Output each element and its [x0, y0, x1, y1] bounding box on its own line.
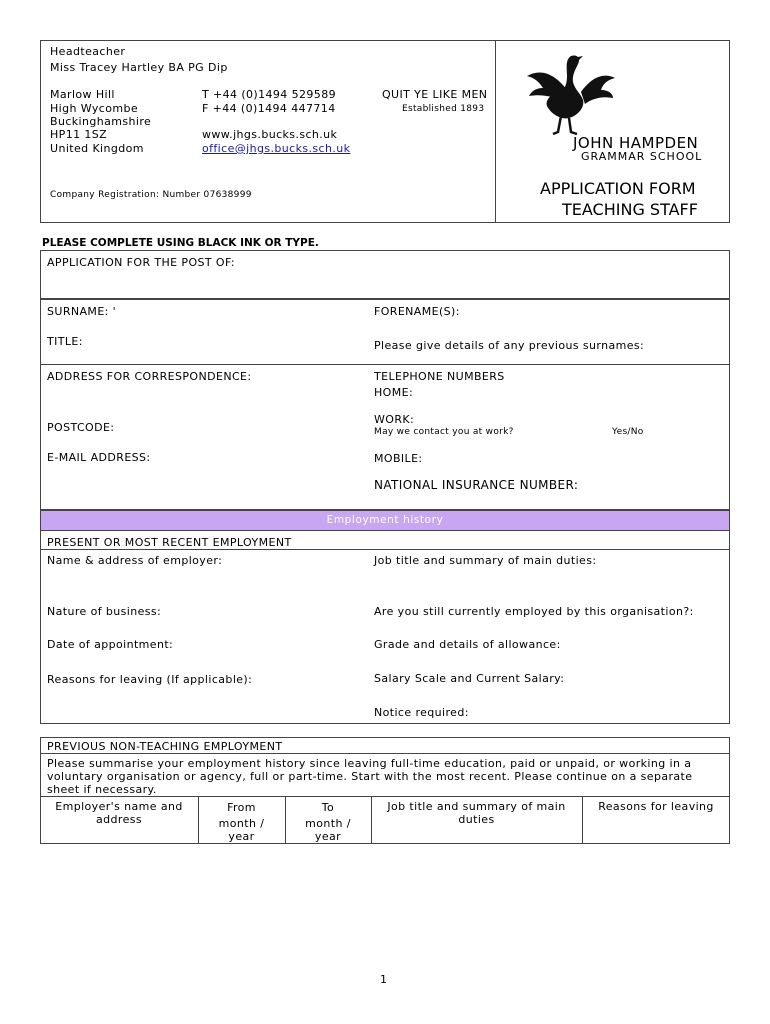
address-field[interactable]: ADDRESS FOR CORRESPONDENCE:: [47, 370, 252, 383]
col-employer-header: Employer's name and address: [55, 800, 183, 826]
form-title-line1: APPLICATION FORM: [540, 179, 696, 198]
surname-field[interactable]: SURNAME: ': [47, 305, 117, 318]
col-from-header: From month / year: [218, 801, 265, 843]
post-label: APPLICATION FOR THE POST OF:: [47, 256, 235, 269]
email-link[interactable]: office@jhgs.bucks.sch.uk: [202, 142, 351, 155]
employment-history-title: Employment history: [326, 514, 444, 526]
header-divider: [495, 40, 496, 223]
address-line-3: Buckinghamshire: [50, 115, 152, 128]
title-field[interactable]: TITLE:: [47, 335, 83, 348]
addressee-title: Headteacher: [50, 45, 126, 58]
job-title-field[interactable]: Job title and summary of main duties:: [374, 554, 597, 567]
employer-field[interactable]: Name & address of employer:: [47, 554, 223, 567]
school-motto: QUIT YE LIKE MEN: [382, 88, 488, 101]
previous-surnames-field[interactable]: Please give details of any previous surnames:: [374, 339, 645, 352]
col-job-title-header: Job title and summary of main duties: [387, 800, 566, 826]
company-registration: Company Registration: Number 07638999: [50, 190, 252, 200]
previous-instructions-1: Please summarise your employment history since leaving full-time education, paid or unpaid, or working in a: [47, 757, 692, 770]
nature-of-business-field[interactable]: Nature of business:: [47, 605, 162, 618]
school-name: JOHN HAMPDEN: [573, 134, 699, 152]
grade-allowance-field[interactable]: Grade and details of allowance:: [374, 638, 561, 651]
present-title-divider: [40, 549, 730, 550]
swan-logo-icon: [525, 52, 615, 137]
fax-number: F +44 (0)1494 447714: [202, 102, 336, 115]
address-line-5: United Kingdom: [50, 142, 144, 155]
contact-yes-no[interactable]: Yes/No: [612, 427, 644, 437]
forenames-field[interactable]: FORENAME(S):: [374, 305, 460, 318]
present-employment-title: PRESENT OR MOST RECENT EMPLOYMENT: [47, 536, 292, 549]
mobile-field[interactable]: MOBILE:: [374, 452, 423, 465]
col-to-header: To month / year: [305, 801, 351, 843]
page-number: 1: [380, 973, 388, 986]
still-employed-field[interactable]: Are you still currently employed by this organisation?:: [374, 605, 694, 618]
previous-instructions-2: voluntary organisation or agency, full or part-time. Start with the most recent. Please continue on a separate: [47, 770, 693, 783]
ni-number-field[interactable]: NATIONAL INSURANCE NUMBER:: [374, 478, 579, 492]
salary-field[interactable]: Salary Scale and Current Salary:: [374, 672, 565, 685]
website-link[interactable]: www.jhgs.bucks.sch.uk: [202, 128, 338, 141]
col-reasons-header: Reasons for leaving: [598, 800, 714, 813]
postcode-field[interactable]: POSTCODE:: [47, 421, 115, 434]
address-line-2: High Wycombe: [50, 102, 139, 115]
established-year: Established 1893: [402, 104, 485, 114]
address-line-1: Marlow Hill: [50, 88, 115, 101]
date-of-appointment-field[interactable]: Date of appointment:: [47, 638, 174, 651]
reasons-for-leaving-field[interactable]: Reasons for leaving (If applicable):: [47, 673, 253, 686]
previous-header-divider: [40, 796, 730, 797]
contact-at-work-question: May we contact you at work?: [374, 427, 514, 437]
home-phone-field[interactable]: HOME:: [374, 386, 414, 399]
instructions: PLEASE COMPLETE USING BLACK INK OR TYPE.: [42, 237, 319, 249]
personal-divider: [40, 364, 730, 365]
previous-instructions-3: sheet if necessary.: [47, 783, 157, 796]
address-line-4: HP11 1SZ: [50, 128, 108, 141]
email-address-field[interactable]: E-MAIL ADDRESS:: [47, 451, 151, 464]
form-title-line2: TEACHING STAFF: [562, 200, 698, 219]
work-phone-field[interactable]: WORK:: [374, 413, 415, 426]
phone-number: T +44 (0)1494 529589: [202, 88, 336, 101]
previous-employment-title: PREVIOUS NON-TEACHING EMPLOYMENT: [47, 740, 283, 753]
addressee-name: Miss Tracey Hartley BA PG Dip: [50, 61, 228, 74]
telephone-heading: TELEPHONE NUMBERS: [374, 370, 505, 383]
school-subname: GRAMMAR SCHOOL: [581, 150, 703, 163]
notice-required-field[interactable]: Notice required:: [374, 706, 469, 719]
previous-title-divider: [40, 753, 730, 754]
